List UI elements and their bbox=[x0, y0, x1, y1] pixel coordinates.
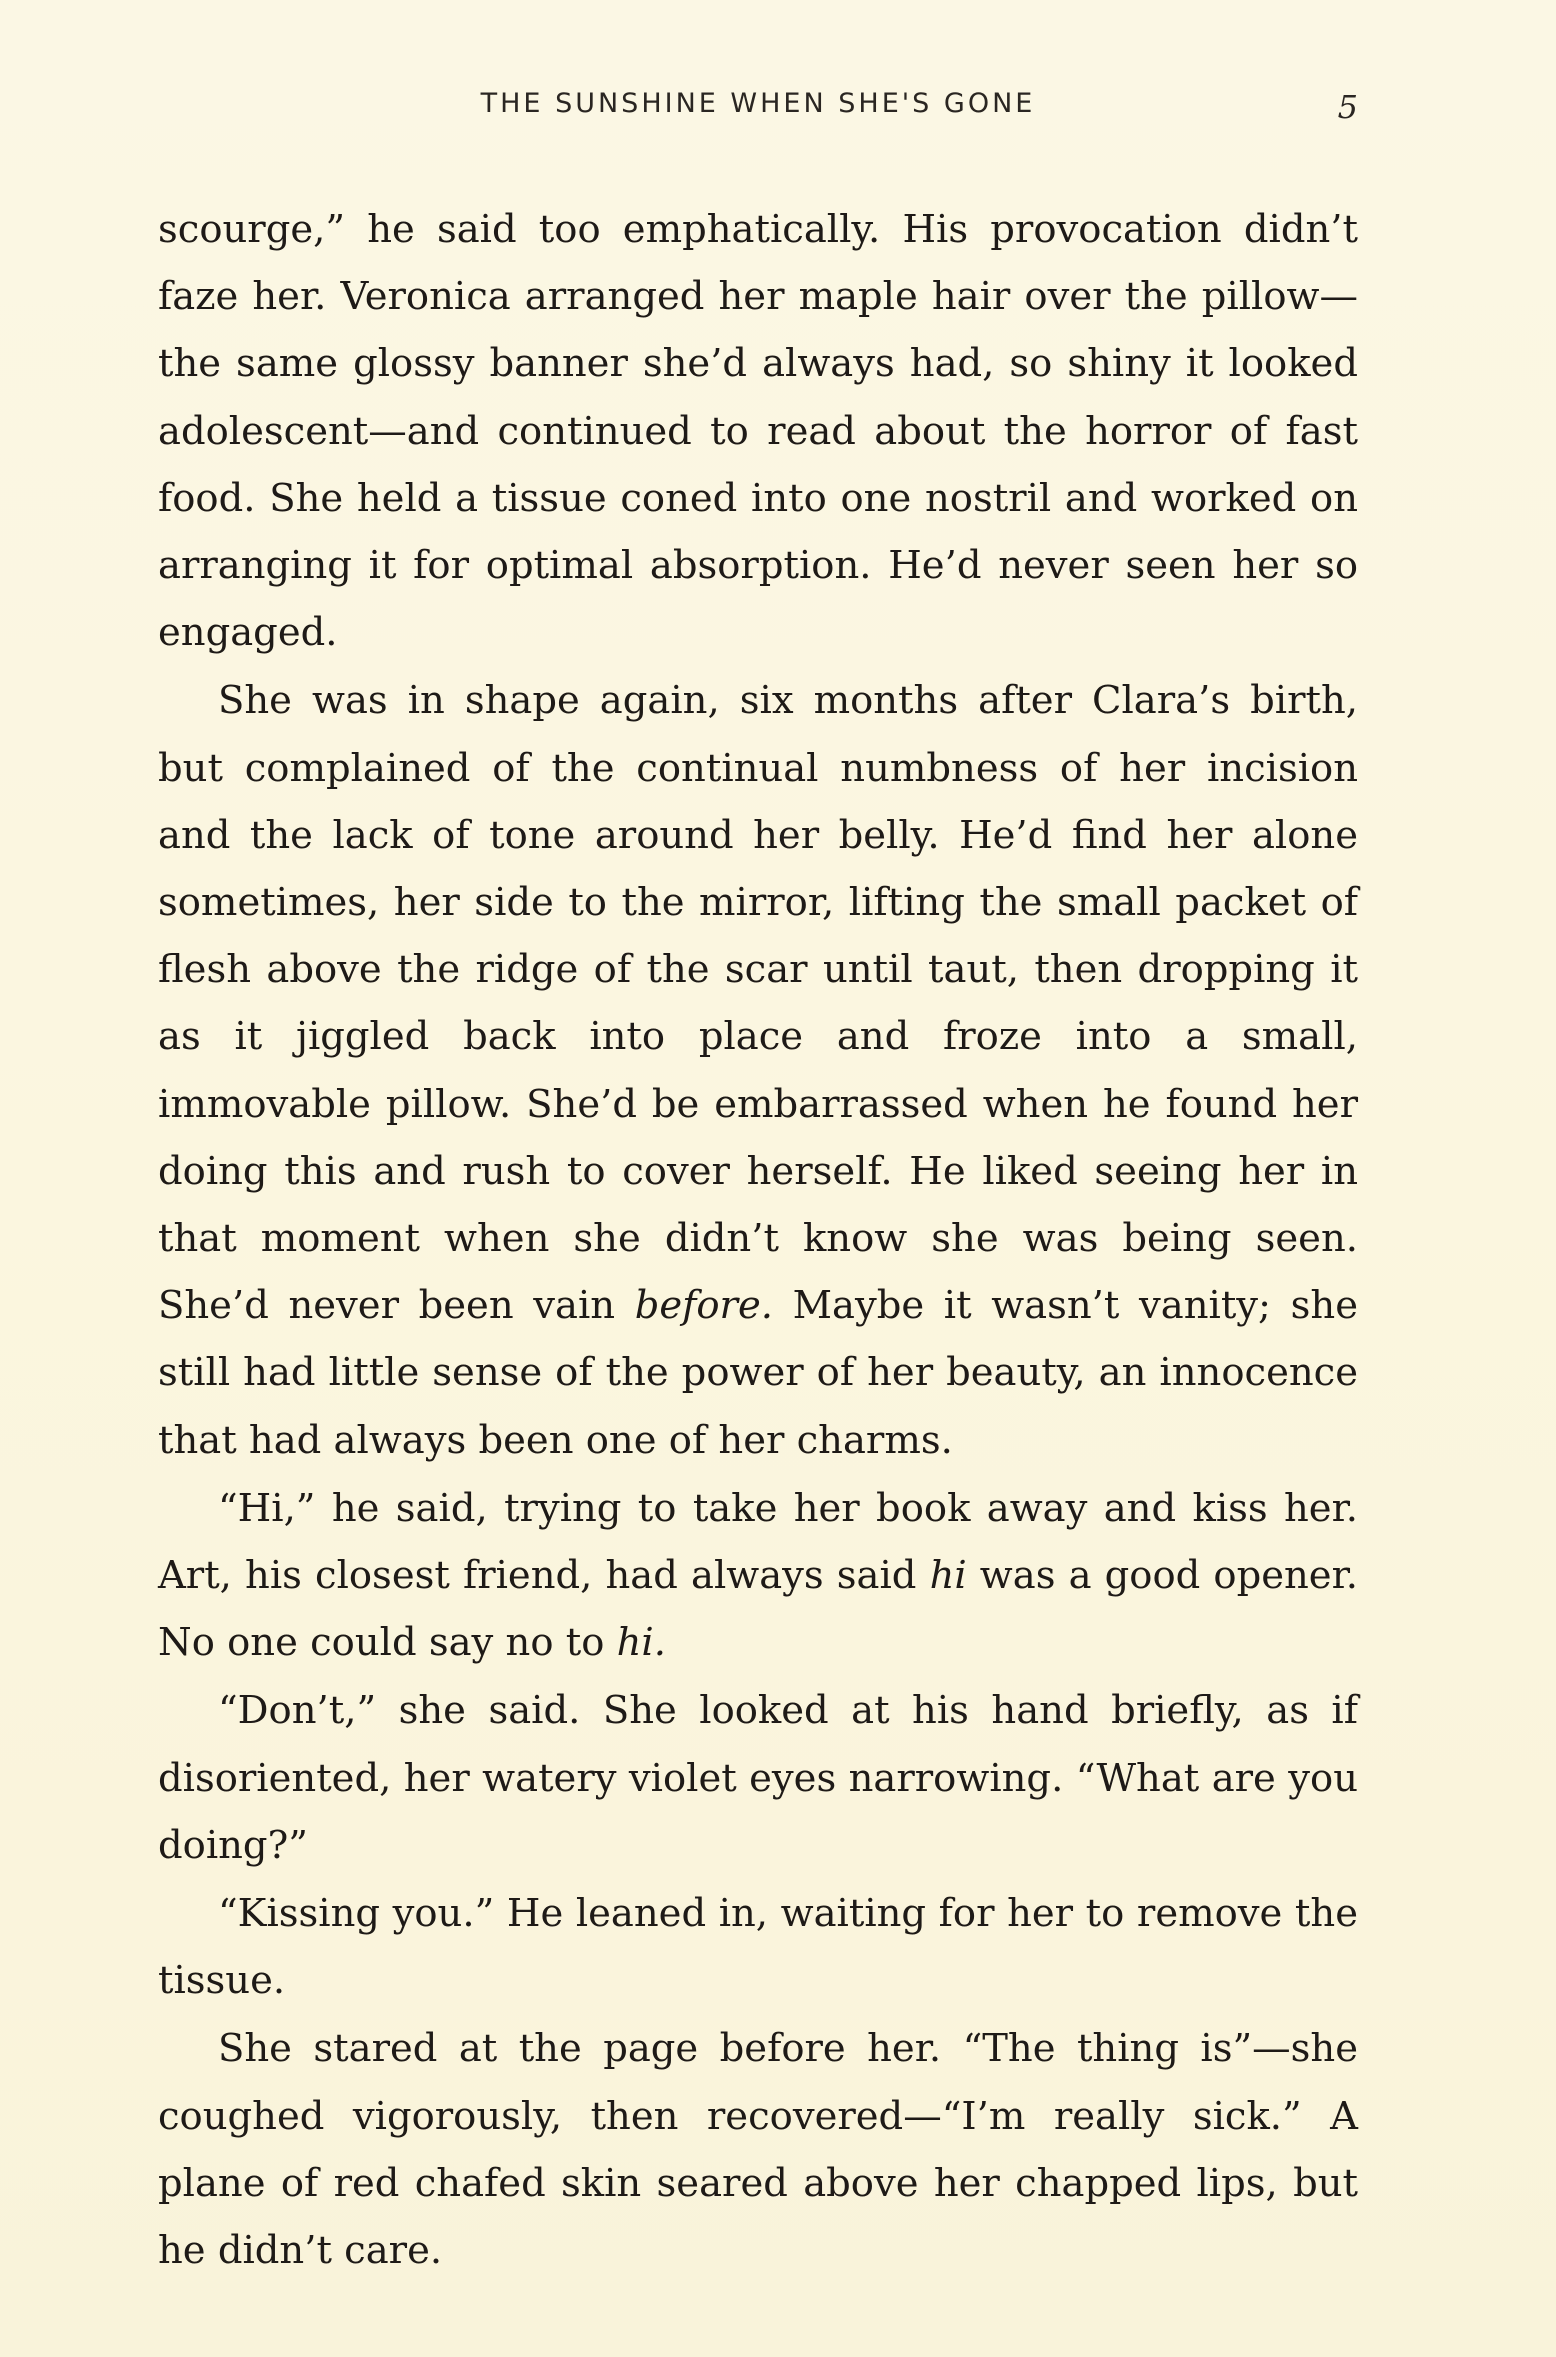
body-text bbox=[158, 196, 1358, 2284]
page-number: 5 bbox=[1337, 88, 1358, 126]
paragraph-4: “Don’t,” she said. She looked at his hand briefly, as if disoriented, her watery violet eyes narrowing. “What are you doing?” bbox=[158, 1688, 1358, 1868]
running-head bbox=[158, 88, 1358, 138]
paragraph-5: “Kissing you.” He leaned in, waiting for her to remove the tissue. bbox=[158, 1891, 1358, 2004]
paragraph-2 bbox=[158, 667, 1358, 1473]
paragraph-6: She stared at the page before her. “The thing is”—she coughed vigorously, then recovered—“I’m really sick.” A plane of red chafed skin seared above her chapped lips, but he didn’t care. bbox=[158, 2026, 1358, 2274]
running-title: THE SUNSHINE WHEN SHE'S GONE bbox=[480, 88, 1036, 119]
paragraph-3 bbox=[158, 1475, 1358, 1677]
paragraph-3-text-a: “Hi,” he said, trying to take her book away and kiss her. Art, his closest friend, had always said bbox=[158, 1485, 1358, 1599]
paragraph-2-text-b: Maybe it wasn’t vanity; she still had little sense of the power of her beauty, an innocence that had always been one of her charms. bbox=[158, 1283, 1358, 1463]
paragraph-2-text-a: She was in shape again, six months after Clara’s birth, but complained of the continual numbness of her incision and the lack of tone around her belly. He’d find her alone sometimes, her side to the mirror, lifting the small packet of flesh above the ridge of the scar until taut, then dropping it as it jiggled back into place and froze into a small, immovable pillow. She’d be embarrassed when he found her doing this and rush to cover herself. He liked seeing her in that moment when she didn’t know she was being seen. She’d never been vain bbox=[158, 678, 1358, 1329]
paragraph-3-emphasis-1: hi bbox=[929, 1553, 967, 1599]
paragraph-3-text-b: was a good opener. No one could say no to bbox=[158, 1553, 1359, 1666]
paragraph-3-emphasis-2: hi. bbox=[616, 1620, 666, 1666]
paragraph-2-emphasis: before. bbox=[634, 1283, 773, 1329]
paragraph-1: scourge,” he said too emphatically. His provocation didn’t faze her. Veronica arranged her maple hair over the pillow—the same glossy banner she’d always had, so shiny it looked adolescent—and continued to read about the horror of fast food. She held a tissue coned into one nostril and worked on arranging it for optimal absorption. He’d never seen her so engaged. bbox=[158, 207, 1358, 656]
